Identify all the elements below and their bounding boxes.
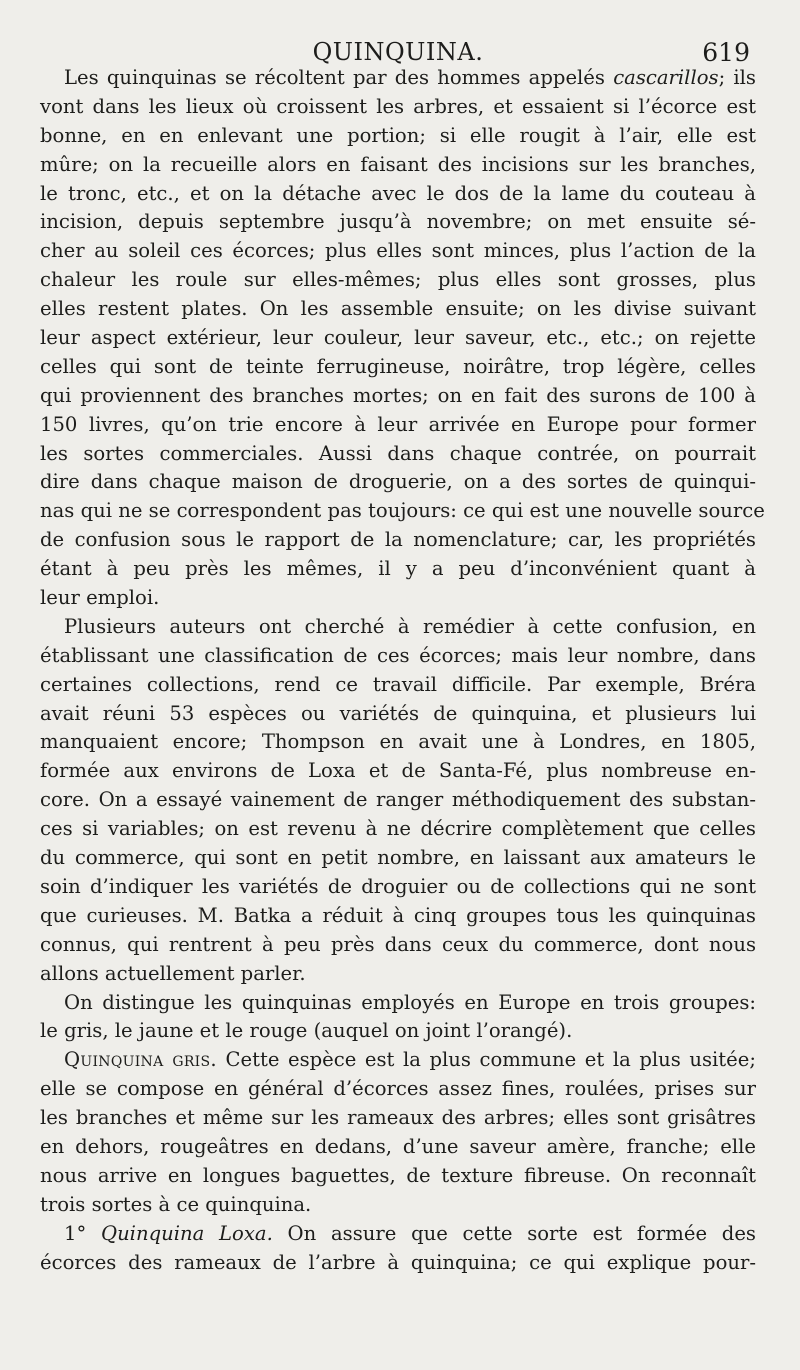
- running-head: [40, 0, 756, 67]
- line-text: le tronc, etc., et on la détache avec le dos de la lame du couteau à: [40, 181, 756, 205]
- text-line: [40, 93, 756, 122]
- line-text: Les quinquinas se récoltent par des hommes appelés cascarillos; ils: [64, 66, 756, 89]
- paragraph-harvest: [40, 64, 765, 613]
- text-line: [40, 324, 756, 353]
- text-line: [40, 786, 756, 815]
- line-text: le gris, le jaune et le rouge (auquel on joint l’orangé).: [40, 1019, 573, 1043]
- line-text: elle se compose en général d’écorces assez fines, roulées, prises sur: [40, 1077, 756, 1101]
- text-line: [40, 960, 756, 989]
- text-line: [40, 1046, 756, 1075]
- text-line: [40, 353, 756, 382]
- paragraph-classification: [40, 613, 756, 989]
- text-line: [40, 1133, 756, 1162]
- text-line: [40, 902, 756, 931]
- paragraph-loxa: [40, 1220, 756, 1278]
- text-line: [40, 671, 756, 700]
- line-text: chaleur les roule sur elles-mêmes; plus elles sont grosses, plus: [40, 268, 756, 292]
- text-line: [40, 1075, 756, 1104]
- line-text: nas qui ne se correspondent pas toujours: ce qui est une nouvelle source: [40, 499, 765, 523]
- text-line: [40, 728, 756, 757]
- text-line: [40, 584, 756, 613]
- text-line: [40, 873, 756, 902]
- text-line: [40, 208, 756, 237]
- line-text: On distingue les quinquinas employés en Europe en trois groupes:: [64, 990, 756, 1014]
- line-text: que curieuses. M. Batka a réduit à cinq groupes tous les quinquinas: [40, 903, 756, 927]
- text-line: [40, 266, 756, 295]
- line-text: étant à peu près les mêmes, il y a peu d’inconvénient quant à: [40, 557, 756, 581]
- text-line: [40, 440, 756, 469]
- line-text: soin d’indiquer les variétés de droguier ou de collections qui ne sont: [40, 874, 756, 898]
- italic-term: cascarillos: [613, 66, 719, 89]
- text-line: [40, 468, 756, 497]
- line-text: vont dans les lieux où croissent les arbres, et essaient si l’écorce est: [40, 94, 756, 118]
- line-text: trois sortes à ce quinquina.: [40, 1192, 312, 1216]
- line-text: du commerce, qui sont en petit nombre, en laissant aux amateurs le: [40, 846, 756, 870]
- body-text: [40, 64, 765, 1277]
- line-text: elles restent plates. On les assemble ensuite; on les divise suivant: [40, 297, 756, 321]
- text-line: [40, 180, 756, 209]
- text-line: [40, 295, 756, 324]
- page-number: 619: [702, 38, 750, 67]
- line-text: en dehors, rougeâtres en dedans, d’une saveur amère, franche; elle: [40, 1134, 756, 1158]
- line-text: écorces des rameaux de l’arbre à quinquina; ce qui explique pour-: [40, 1250, 756, 1274]
- paragraph-grey-quinquina: [40, 1046, 756, 1219]
- text-line: [40, 1191, 756, 1220]
- text-line: [40, 497, 765, 526]
- line-text: les sortes commerciales. Aussi dans chaque contrée, on pourrait: [40, 441, 756, 465]
- line-text: nous arrive en longues baguettes, de texture fibreuse. On reconnaît: [40, 1163, 756, 1187]
- text-line: [40, 642, 756, 671]
- text-line: [40, 1249, 756, 1278]
- line-text: Plusieurs auteurs ont cherché à remédier à cette confusion, en: [64, 614, 756, 638]
- text-line: [40, 1104, 756, 1133]
- line-text: allons actuellement parler.: [40, 961, 306, 985]
- line-text: de confusion sous le rapport de la nomenclature; car, les propriétés: [40, 528, 756, 552]
- line-text: qui proviennent des branches mortes; on en fait des surons de 100 à: [40, 383, 756, 407]
- line-text: incision, depuis septembre jusqu’à novembre; on met ensuite sé-: [40, 210, 756, 234]
- line-text: bonne, en en enlevant une portion; si elle rougit à l’air, elle est: [40, 123, 756, 147]
- text-line: [40, 237, 756, 266]
- text-line: [40, 844, 756, 873]
- line-text: connus, qui rentrent à peu près dans ceux du commerce, dont nous: [40, 932, 756, 956]
- line-text: core. On a essayé vainement de ranger méthodiquement des substan-: [40, 788, 756, 812]
- line-text: leur aspect extérieur, leur couleur, leur saveur, etc., etc.; on rejette: [40, 326, 756, 350]
- text-line: [40, 122, 756, 151]
- line-text: manquaient encore; Thompson en avait une à Londres, en 1805,: [40, 730, 756, 754]
- line-text: celles qui sont de teinte ferrugineuse, noirâtre, trop légère, celles: [40, 354, 756, 378]
- text-line: [40, 700, 756, 729]
- text-line: [40, 411, 756, 440]
- line-text: dire dans chaque maison de droguerie, on a des sortes de quinqui-: [40, 470, 756, 494]
- line-text: ces si variables; on est revenu à ne décrire complètement que celles: [40, 817, 756, 841]
- text-line: [40, 555, 756, 584]
- paragraph-groups: [40, 989, 756, 1047]
- text-line: [40, 989, 756, 1018]
- line-text: formée aux environs de Loxa et de Santa-Fé, plus nombreuse en-: [40, 759, 756, 783]
- text-line: [40, 1162, 756, 1191]
- text-line: [40, 613, 756, 642]
- line-text: 150 livres, qu’on trie encore à leur arrivée en Europe pour former: [40, 412, 756, 436]
- text-line: [40, 151, 756, 180]
- section-heading: Quinquina gris.: [64, 1048, 217, 1072]
- line-text: cher au soleil ces écorces; plus elles sont minces, plus l’action de la: [40, 239, 756, 263]
- text-line: [40, 815, 756, 844]
- text-line: [40, 526, 756, 555]
- line-text: les branches et même sur les rameaux des arbres; elles sont grisâtres: [40, 1106, 756, 1130]
- running-title: QUINQUINA.: [312, 38, 484, 66]
- line-text: certaines collections, rend ce travail difficile. Par exemple, Bréra: [40, 672, 756, 696]
- line-text: établissant une classification de ces écorces; mais leur nombre, dans: [40, 643, 756, 667]
- text-line: [40, 64, 756, 93]
- line-text: leur emploi.: [40, 586, 160, 610]
- line-text: mûre; on la recueille alors en faisant des incisions sur les branches,: [40, 152, 756, 176]
- item-title: Quinquina Loxa.: [101, 1221, 273, 1245]
- text-line: [40, 757, 756, 786]
- text-line: [40, 1220, 756, 1249]
- text-line: [40, 931, 756, 960]
- text-line: [40, 382, 756, 411]
- line-text: Cette espèce est la plus commune et la plus usitée;: [216, 1048, 756, 1072]
- line-text: On assure que cette sorte est formée des: [272, 1221, 756, 1245]
- line-text: avait réuni 53 espèces ou variétés de quinquina, et plusieurs lui: [40, 701, 756, 725]
- item-number: 1°: [64, 1221, 101, 1245]
- text-line: [40, 1017, 756, 1046]
